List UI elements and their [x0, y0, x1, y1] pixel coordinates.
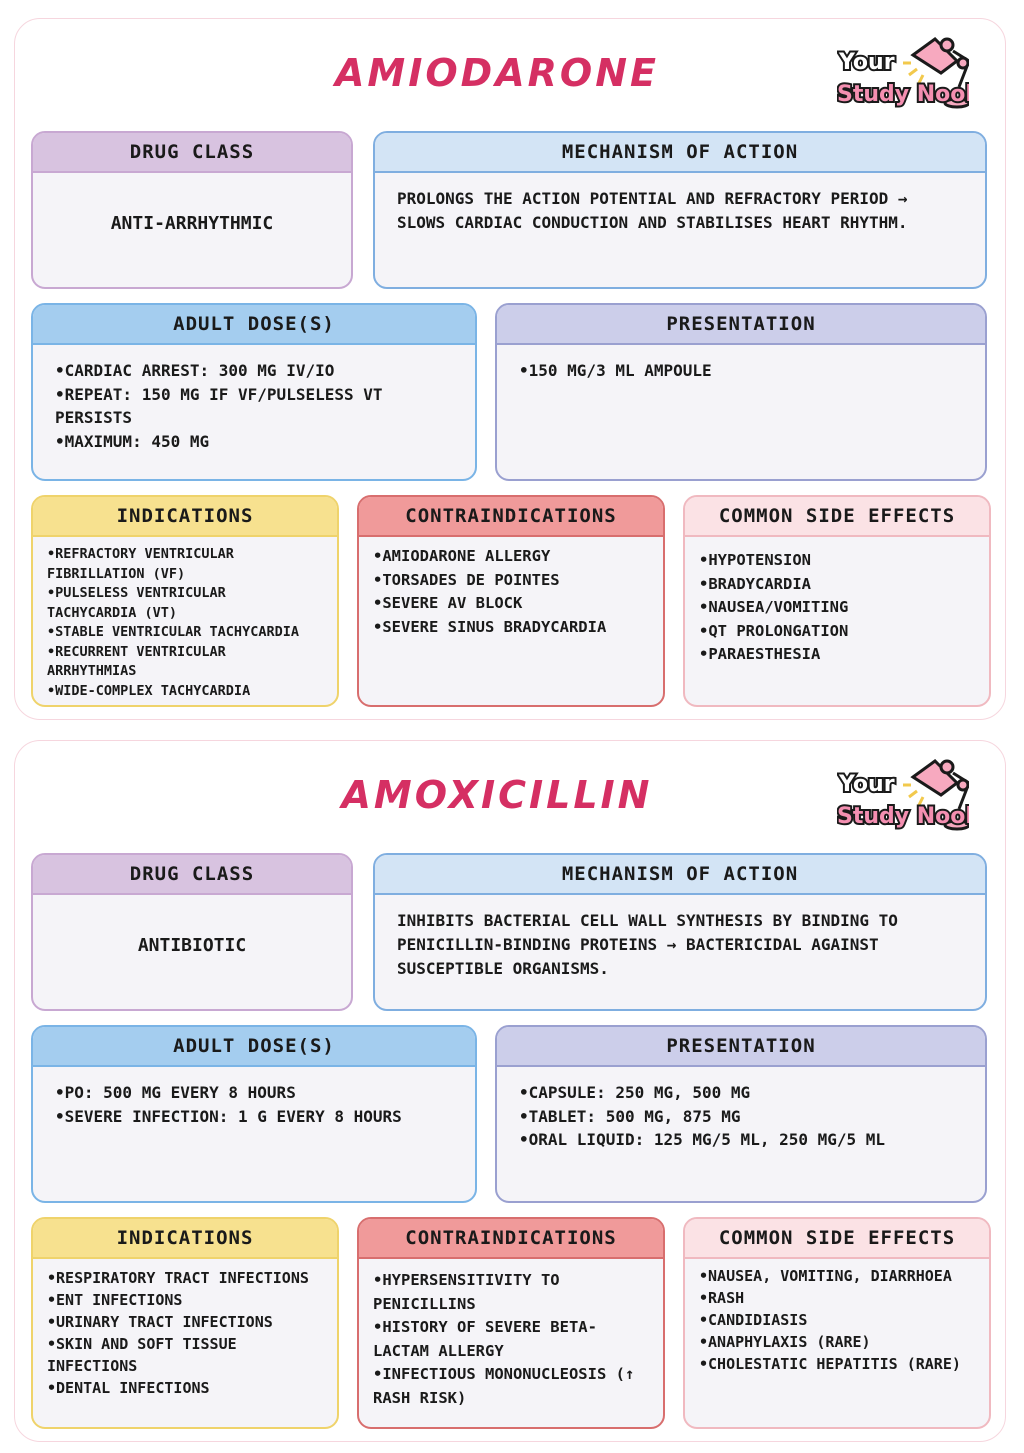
list-item: •150 MG/3 ML AMPOULE: [519, 361, 712, 380]
svg-text:Your: Your: [839, 50, 895, 75]
side-effects-list: [685, 1259, 989, 1381]
list-item: •ORAL LIQUID: 125 MG/5 ML, 250 MG/5 ML: [519, 1130, 886, 1149]
mechanism-header: MECHANISM OF ACTION: [375, 855, 985, 895]
drug-class-value: ANTI-ARRHYTHMIC: [110, 212, 274, 234]
contraindications-list: [359, 537, 663, 647]
side-effects-box: [683, 1217, 991, 1429]
list-item: •NAUSEA/VOMITING: [699, 598, 849, 616]
list-item: •TABLET: 500 MG, 875 MG: [519, 1106, 741, 1126]
adult-dose-list: [33, 345, 475, 467]
list-item: •RESPIRATORY TRACT INFECTIONS: [47, 1269, 309, 1287]
list-item: •RASH: [699, 1289, 745, 1307]
adult-dose-header: ADULT DOSE(S): [33, 305, 475, 345]
list-item: •RECURRENT VENTRICULAR ARRHYTHMIAS: [47, 643, 226, 679]
list-item: •PULSELESS VENTRICULAR TACHYCARDIA (VT): [47, 585, 226, 621]
drug-class-box: [31, 853, 353, 1011]
list-item: •REPEAT: 150 MG IF VF/PULSELESS VT PERSISTS: [55, 384, 383, 427]
list-item: •STABLE VENTRICULAR TACHYCARDIA: [47, 624, 299, 640]
indications-header: INDICATIONS: [33, 1219, 337, 1259]
list-item: •WIDE-COMPLEX TACHYCARDIA: [47, 682, 251, 699]
drug-class-value: ANTIBIOTIC: [137, 934, 247, 956]
side-effects-list: [685, 537, 989, 679]
adult-dose-box: [31, 1025, 477, 1203]
list-item: •CHOLESTATIC HEPATITIS (RARE): [699, 1355, 961, 1373]
list-item: •URINARY TRACT INFECTIONS: [47, 1313, 273, 1331]
list-item: •PARAESTHESIA: [699, 645, 821, 663]
presentation-header: PRESENTATION: [497, 305, 985, 345]
svg-text:Your: Your: [839, 772, 895, 797]
list-item: •SEVERE SINUS BRADYCARDIA: [373, 617, 607, 636]
list-item: •HISTORY OF SEVERE BETA-LACTAM ALLERGY: [373, 1318, 597, 1360]
list-item: •SEVERE INFECTION: 1 G EVERY 8 HOURS: [55, 1106, 402, 1126]
list-item: •MAXIMUM: 450 MG: [55, 431, 210, 451]
drug-class-header: DRUG CLASS: [33, 133, 351, 173]
indications-list: [33, 537, 337, 707]
list-item: •HYPOTENSION: [699, 551, 811, 569]
contraindications-box: [357, 1217, 665, 1429]
presentation-box: [495, 303, 987, 481]
list-item: •CARDIAC ARREST: 300 MG IV/IO: [55, 361, 335, 380]
list-item: •BRADYCARDIA: [699, 574, 811, 593]
indications-box: [31, 495, 339, 707]
drug-title: AMIODARONE: [335, 51, 659, 95]
list-item: •DENTAL INFECTIONS: [47, 1379, 210, 1397]
contraindications-header: CONTRAINDICATIONS: [359, 1219, 663, 1259]
presentation-list: [497, 1067, 985, 1166]
list-item: •HYPERSENSITIVITY TO PENICILLINS: [373, 1271, 560, 1313]
mechanism-header: MECHANISM OF ACTION: [375, 133, 985, 173]
mechanism-box: [373, 131, 987, 289]
list-item: •CAPSULE: 250 MG, 500 MG: [519, 1083, 751, 1102]
presentation-box: [495, 1025, 987, 1203]
list-item: •QT PROLONGATION: [699, 621, 849, 640]
indications-list: [33, 1259, 337, 1407]
presentation-header: PRESENTATION: [497, 1027, 985, 1067]
list-item: •CANDIDIASIS: [699, 1311, 808, 1329]
list-item: •PO: 500 MG EVERY 8 HOURS: [55, 1083, 296, 1102]
contraindications-box: [357, 495, 665, 707]
indications-header: INDICATIONS: [33, 497, 337, 537]
indications-box: [31, 1217, 339, 1429]
svg-text:Study Nook: Study Nook: [837, 804, 969, 829]
study-nook-logo: [837, 27, 969, 127]
list-item: •REFRACTORY VENTRICULAR FIBRILLATION (VF): [47, 546, 234, 582]
adult-dose-box: [31, 303, 477, 481]
svg-text:Study Nook: Study Nook: [837, 82, 969, 107]
list-item: •ENT INFECTIONS: [47, 1291, 183, 1309]
adult-dose-header: ADULT DOSE(S): [33, 1027, 475, 1067]
list-item: •NAUSEA, VOMITING, DIARRHOEA: [699, 1267, 952, 1285]
side-effects-box: [683, 495, 991, 707]
side-effects-header: COMMON SIDE EFFECTS: [685, 1219, 989, 1259]
mechanism-box: [373, 853, 987, 1011]
contraindications-header: CONTRAINDICATIONS: [359, 497, 663, 537]
drug-card-amoxicillin: [14, 740, 1006, 1442]
drug-title: AMOXICILLIN: [341, 773, 653, 817]
list-item: •TORSADES DE POINTES: [373, 570, 560, 589]
drug-class-header: DRUG CLASS: [33, 855, 351, 895]
list-item: •SKIN AND SOFT TISSUE INFECTIONS: [47, 1335, 237, 1375]
side-effects-header: COMMON SIDE EFFECTS: [685, 497, 989, 537]
mechanism-text: INHIBITS BACTERIAL CELL WALL SYNTHESIS BY BINDING TO PENICILLIN-BINDING PROTEINS → BACTERICIDAL AGAINST SUSCEPTIBLE ORGANISMS.: [397, 911, 898, 978]
presentation-list: [497, 345, 985, 397]
mechanism-text: PROLONGS THE ACTION POTENTIAL AND REFRACTORY PERIOD → SLOWS CARDIAC CONDUCTION AND STABILISES HEART RHYTHM.: [397, 189, 908, 232]
list-item: •ANAPHYLAXIS (RARE): [699, 1333, 871, 1351]
drug-card-amiodarone: [14, 18, 1006, 720]
drug-class-box: [31, 131, 353, 289]
list-item: •AMIODARONE ALLERGY: [373, 547, 551, 565]
contraindications-list: [359, 1259, 663, 1420]
adult-dose-list: [33, 1067, 475, 1142]
list-item: •SEVERE AV BLOCK: [373, 594, 523, 612]
study-nook-logo: [837, 749, 969, 849]
list-item: •INFECTIOUS MONONUCLEOSIS (↑ RASH RISK): [373, 1365, 635, 1407]
